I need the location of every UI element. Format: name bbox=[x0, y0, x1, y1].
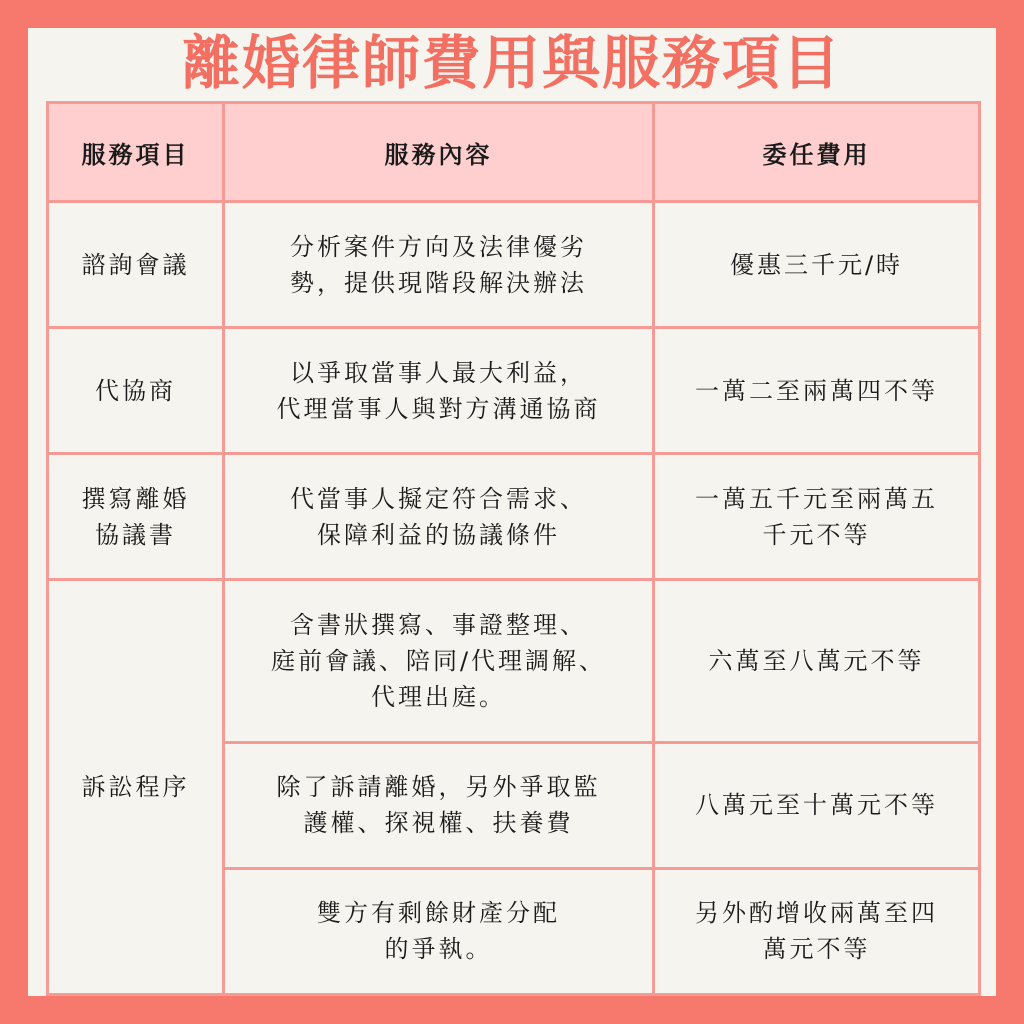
service-item-cell bbox=[48, 202, 224, 328]
service-content-text: 代理當事人與對方溝通協商 bbox=[276, 394, 601, 423]
service-item-text: 撰寫離婚 bbox=[81, 484, 190, 513]
service-item-text: 諮詢會議 bbox=[81, 250, 190, 279]
service-content-text: 勢，提供現階段解決辦法 bbox=[290, 268, 587, 297]
fee-cell bbox=[654, 328, 980, 454]
fee-cell bbox=[654, 742, 980, 868]
fee-cell bbox=[654, 868, 980, 994]
fee-cell bbox=[654, 580, 980, 742]
page-title: 離婚律師費用與服務項目 bbox=[181, 29, 842, 97]
service-content-cell bbox=[224, 202, 654, 328]
service-content-cell bbox=[224, 580, 654, 742]
fee-text: 一萬二至兩萬四不等 bbox=[695, 376, 938, 405]
service-content-cell bbox=[224, 742, 654, 868]
service-content-text: 含書狀撰寫、事證整理、 bbox=[290, 611, 587, 640]
service-item-text: 代協商 bbox=[95, 376, 176, 405]
fee-text: 萬元不等 bbox=[762, 935, 871, 964]
service-content-cell bbox=[224, 454, 654, 580]
service-item-cell bbox=[48, 328, 224, 454]
service-item-text: 訴訟程序 bbox=[81, 773, 190, 802]
service-content-text: 護權、探視權、扶養費 bbox=[303, 809, 574, 838]
header-service-item: 服務項目 bbox=[48, 103, 224, 202]
header-fee: 委任費用 bbox=[654, 103, 980, 202]
fee-cell bbox=[654, 454, 980, 580]
fee-text: 優惠三千元/時 bbox=[729, 250, 904, 279]
service-content-text: 保障利益的協議條件 bbox=[317, 520, 560, 549]
fee-text: 八萬元至十萬元不等 bbox=[695, 791, 938, 820]
service-content-text: 代理出庭。 bbox=[371, 683, 506, 712]
service-content-cell bbox=[224, 328, 654, 454]
header-service-content: 服務內容 bbox=[224, 103, 654, 202]
table-header-row bbox=[48, 103, 980, 202]
service-content-text: 代當事人擬定符合需求、 bbox=[290, 484, 587, 513]
fee-text: 另外酌增收兩萬至四 bbox=[695, 899, 938, 928]
fee-text: 一萬五千元至兩萬五 bbox=[695, 484, 938, 513]
table-row bbox=[48, 580, 980, 742]
service-content-cell bbox=[224, 868, 654, 994]
service-content-text: 的爭執。 bbox=[384, 935, 493, 964]
service-content-text: 以爭取當事人最大利益， bbox=[290, 358, 587, 387]
table-row bbox=[48, 202, 980, 328]
service-item-text: 協議書 bbox=[95, 520, 176, 549]
service-content-text: 雙方有剩餘財產分配 bbox=[317, 899, 560, 928]
table-row bbox=[48, 328, 980, 454]
fee-text: 千元不等 bbox=[762, 520, 871, 549]
service-content-text: 除了訴請離婚，另外爭取監 bbox=[276, 773, 601, 802]
service-content-text: 分析案件方向及法律優劣 bbox=[290, 232, 587, 261]
fee-table bbox=[46, 101, 981, 996]
service-item-cell bbox=[48, 454, 224, 580]
table-row bbox=[48, 454, 980, 580]
fee-text: 六萬至八萬元不等 bbox=[708, 647, 925, 676]
service-content-text: 庭前會議、陪同/代理調解、 bbox=[270, 647, 607, 676]
service-item-cell bbox=[48, 580, 224, 995]
fee-cell bbox=[654, 202, 980, 328]
